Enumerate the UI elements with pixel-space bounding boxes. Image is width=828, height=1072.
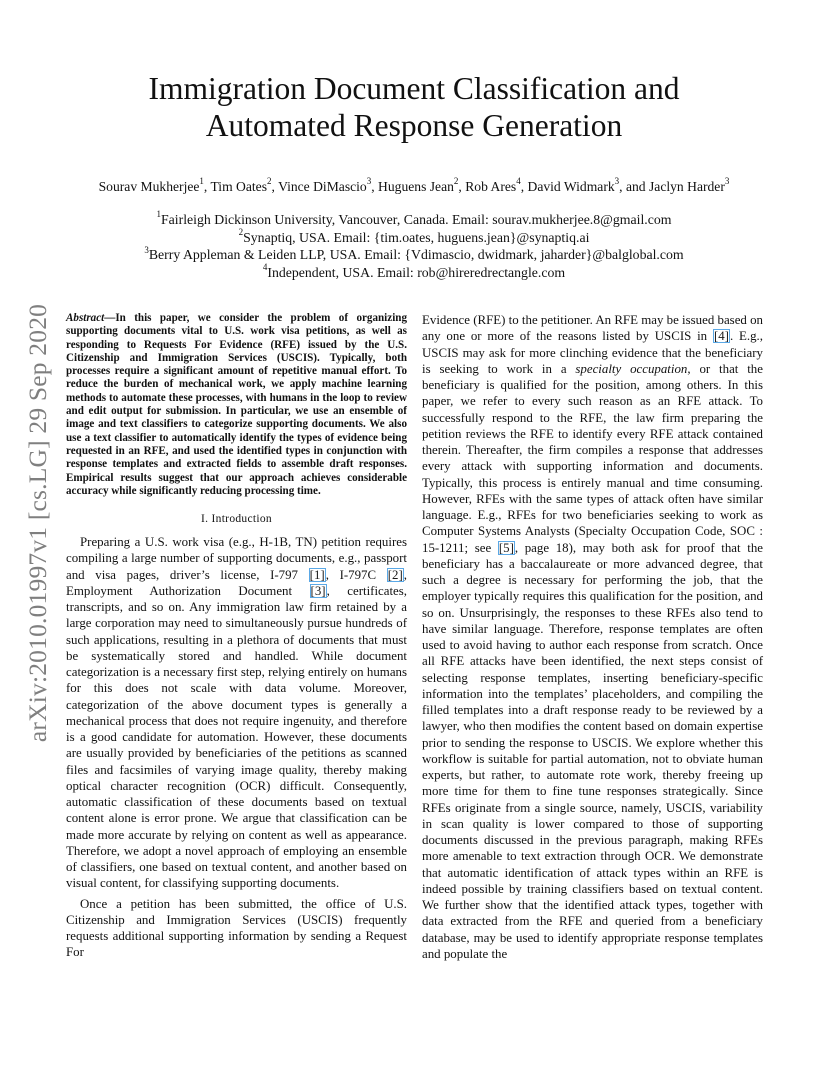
citation-link[interactable]: [3] (310, 583, 326, 598)
abstract-text: —In this paper, we consider the problem of organizing supporting documents vital to U.S. work visa petitions, as well as responding to Requests For Evidence (RFE) issued by the U.S. Citizenship and Immigration Services (USCIS). Typically, both processes require a significant amount of repetitive manual effort. To reduce the burden of mechanical work, we apply machine learning methods to automate these processes, with humans in the loop to review and edit output for submission. In particular, we use an ensemble of image and text classifiers to categorize supporting documents. We also use a text classifier to automatically identify the types of evidence being requested in an RFE, and used the identified types in conjunction with response templates and extracted fields to assemble draft responses. Empirical results suggest that our approach achieves considerable accuracy while significantly reducing processing time. (66, 312, 407, 497)
author: David Widmark$^3$ (527, 176, 620, 194)
citation-link[interactable]: [2] (387, 567, 403, 582)
author: Vince DiMascio$^3$ (278, 176, 372, 194)
affiliation-list (60, 211, 768, 281)
affiliation: $^4$Independent, USA. Email: rob@hireredrectangle.com (262, 262, 566, 280)
intro-paragraph-1: Preparing a U.S. work visa (e.g., H-1B, TN) petition requires compiling a large number of supporting documents, e.g., passport and visa pages, driver’s license, I-797 [1], I-797C [2], Employment Authorization Document [3], certificates, transcripts, and so on. Any immigration law firm retained by a large corporation may need to simultaneously pursue hundreds of such applications, resulting in a plethora of documents that must be systematically stored and handled. While document categorization is a necessary first step, relying entirely on humans for this does not scale with data volume. Moreover, categorization of the above document types is generally a mechanical process that does not require ingenuity, and therefore is a good candidate for automation. However, these documents are usually provided by beneficiaries of the petitions as scanned files and facsimiles of varying image quality, thereby making optical character recognition (OCR) difficult. Consequently, automatic classification of these documents based on textual content alone is error prone. We argue that classification can be made more accurate by relying on content as well as appearance. Therefore, we adopt a novel approach of employing an ensemble of classifiers, one based on textual content, and another based on visual content, for classifying supporting documents. (66, 535, 408, 891)
affiliation: $^3$Berry Appleman & Leiden LLP, USA. Email: {Vdimascio, dwidmark, jaharder}@balglobal.com (144, 244, 684, 263)
citation-link[interactable]: [1] (309, 567, 325, 582)
citation-link[interactable]: [4] (713, 329, 729, 344)
abstract-lead: Abstract (66, 312, 105, 324)
author: Rob Ares$^4$ (465, 176, 521, 194)
intro-paragraph-2-continued: Evidence (RFE) to the petitioner. An RFE may be issued based on any one or more of the reasons listed by USCIS in [4]. E.g., USCIS may ask for more clinching evidence that the beneficiary is seeking to work in a specialty occupation, or that the beneficiary is qualified for the position, among others. In this paper, we refer to every such reason as an RFE attack. To successfully respond to the RFE, the law firm preparing the petition reviews the RFE to identify every RFE attack contained therein. Thereafter, the firm compiles a response that addresses every attack with supporting information and documents. Typically, this process is entirely manual and time consuming. However, RFEs with the same types of attack often have similar language. E.g., RFEs for two beneficiaries seeking to work as Computer Systems Analysts (Specialty Occupation Code, SOC : 15-1211; see [5], page 18), may both ask for proof that the beneficiary has a baccalaureate or more advanced degree, that such a degree is necessary for performing the job, that the employer typically requires this qualification for the position, and so on. Unsurprisingly, the responses to these RFEs also tend to have similar language. Therefore, response templates are often used to avoid having to author each response from scratch. Once all RFE attacks have been identified, the next steps consist of selecting response templates, inserting beneficiary-specific information into the templates’ placeholders, and compiling the filled templates into a draft response ready to be reviewed by a lawyer, who then modifies the content based on domain expertise prior to sending the response to USCIS. We explore whether this workflow is suitable for partial automation, not to obviate human experts, but rather, to automate rote work, thereby freeing up more time for them to fine tune responses strategically. Since RFEs originate from a single source, namely, USCIS, variability in scan quality is lower compared to those of supporting documents discussed in the previous paragraph, making RFEs more amenable to text extraction through OCR. We demonstrate that automatic identification of attack types within an RFE is indeed possible by training classifiers based on textual content. We further show that the identified attack types, together with data extracted from the RFE and queried from a beneficiary database, may be used to identify appropriate response templates and populate the (422, 313, 763, 961)
title-line-1: Immigration Document Classification and (148, 71, 680, 106)
author: Sourav Mukherjee$^1$ (98, 176, 204, 194)
author: Huguens Jean$^2$ (378, 176, 459, 194)
citation-link[interactable]: [5] (498, 540, 514, 555)
arxiv-watermark-text: arXiv:2010.01997v1 [cs.LG] 29 Sep 2020 (23, 303, 52, 743)
affiliation: $^2$Synaptiq, USA. Email: {tim.oates, huguens.jean}@synaptiq.ai (238, 227, 590, 245)
section-heading-introduction: I. Introduction (201, 513, 272, 526)
arxiv-watermark (18, 288, 58, 758)
abstract (66, 312, 407, 498)
title-line-2: Automated Response Generation (205, 108, 623, 143)
intro-paragraph-2: Once a petition has been submitted, the office of U.S. Citizenship and Immigration Services (USCIS) frequently requests additional supporting information by sending a Request For (66, 896, 407, 960)
author: and Jaclyn Harder$^3$ (625, 176, 730, 194)
author: Tim Oates$^2$ (210, 176, 272, 194)
affiliation: $^1$Fairleigh Dickinson University, Vancouver, Canada. Email: sourav.mukherjee.8@gmail.com (156, 209, 672, 227)
paper-title (60, 70, 768, 144)
right-column (422, 312, 763, 962)
author-list: Sourav Mukherjee$^1$, Tim Oates$^2$, Vince DiMascio$^3$, Huguens Jean$^2$, Rob Ares$^4$, David Widmark$^3$, and Jaclyn Harder$^3$ (98, 176, 730, 194)
left-column (66, 312, 407, 961)
